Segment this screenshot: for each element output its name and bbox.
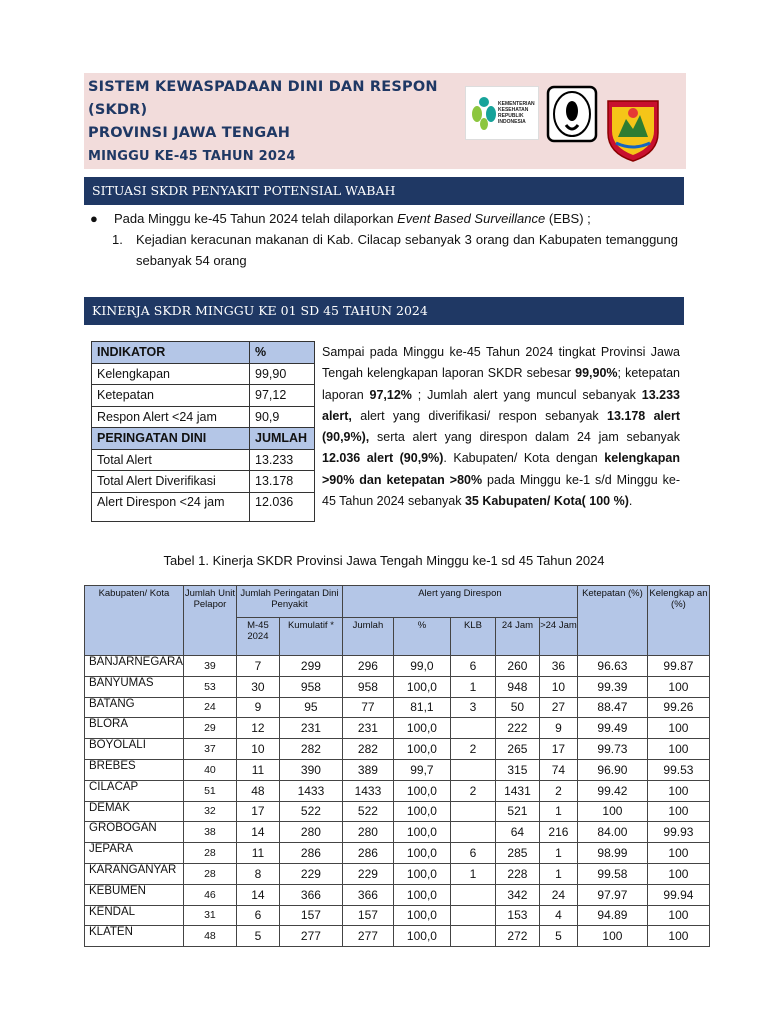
table-cell: 229 — [342, 863, 393, 884]
table-cell: 27 — [539, 697, 577, 718]
table-cell: 260 — [495, 656, 539, 677]
table-cell: 98.99 — [577, 843, 647, 864]
header-title-line4: MINGGU KE-45 TAHUN 2024 — [88, 149, 296, 164]
table-cell: 100 — [647, 801, 709, 822]
table-cell: 1431 — [495, 780, 539, 801]
table-cell: 64 — [495, 822, 539, 843]
table-cell: 10 — [539, 676, 577, 697]
table-cell: 522 — [342, 801, 393, 822]
col-peringatan: Jumlah Peringatan Dini Penyakit — [236, 586, 342, 618]
table-cell — [450, 884, 495, 905]
kemenkes-leaf-icon — [469, 94, 499, 134]
table-cell — [450, 759, 495, 780]
table-cell: 315 — [495, 759, 539, 780]
col-jumlah-unit: Jumlah Unit Pelapor — [183, 586, 236, 656]
table-cell: GROBOGAN — [85, 822, 184, 843]
table-cell: 32 — [183, 801, 236, 822]
table-cell: 3 — [450, 697, 495, 718]
table-row — [85, 759, 710, 780]
table-cell: 299 — [279, 656, 342, 677]
table-cell: 81,1 — [393, 697, 450, 718]
table-cell: 6 — [450, 656, 495, 677]
table-cell: KEBUMEN — [85, 884, 184, 905]
table-cell: 100 — [647, 718, 709, 739]
item-number: 1. — [112, 232, 123, 247]
kemenkes-logo-text: KEMENTERIAN KESEHATAN REPUBLIK INDONESIA — [498, 101, 535, 125]
table-cell: BREBES — [85, 759, 184, 780]
table-cell: 286 — [342, 843, 393, 864]
table-cell: BANYUMAS — [85, 676, 184, 697]
table-cell: 948 — [495, 676, 539, 697]
col-ketepatan: Ketepatan (%) — [577, 586, 647, 656]
table-cell: 100 — [647, 676, 709, 697]
table-cell: 100 — [647, 905, 709, 926]
table-cell: 29 — [183, 718, 236, 739]
header-title-line3: PROVINSI JAWA TENGAH — [88, 125, 291, 141]
table-cell: 277 — [279, 926, 342, 947]
table-cell: BLORA — [85, 718, 184, 739]
table-caption: Tabel 1. Kinerja SKDR Provinsi Jawa Tengah Minggu ke-1 sd 45 Tahun 2024 — [163, 553, 605, 568]
table-cell: 389 — [342, 759, 393, 780]
table-cell: 5 — [539, 926, 577, 947]
table-body — [85, 656, 710, 947]
table-cell: 280 — [279, 822, 342, 843]
table-cell: 229 — [279, 863, 342, 884]
table-cell: BOYOLALI — [85, 739, 184, 760]
table-cell: 100 — [647, 780, 709, 801]
col-pct: % — [393, 617, 450, 655]
table-cell: 1 — [450, 676, 495, 697]
col-kab: Kabupaten/ Kota — [85, 586, 184, 656]
table-cell: 99.42 — [577, 780, 647, 801]
table-row — [85, 739, 710, 760]
table-cell: 7 — [236, 656, 279, 677]
table-cell: 153 — [495, 905, 539, 926]
table-row — [85, 780, 710, 801]
table-header-row-1 — [85, 586, 710, 618]
table-cell: 522 — [279, 801, 342, 822]
table-cell: 99.26 — [647, 697, 709, 718]
table-cell: 9 — [236, 697, 279, 718]
table-cell: 100,0 — [393, 780, 450, 801]
table-cell — [450, 822, 495, 843]
table-cell: KARANGANYAR — [85, 863, 184, 884]
table-cell: 9 — [539, 718, 577, 739]
table-row — [85, 884, 710, 905]
table-cell: 14 — [236, 822, 279, 843]
table-cell: 2 — [450, 739, 495, 760]
table-cell: 521 — [495, 801, 539, 822]
table-row — [85, 697, 710, 718]
table-cell: 100,0 — [393, 801, 450, 822]
table-cell: 11 — [236, 843, 279, 864]
table-cell: 958 — [279, 676, 342, 697]
kemenkes-logo — [465, 86, 539, 140]
section-situasi-title: SITUASI SKDR PENYAKIT POTENSIAL WABAH — [84, 177, 684, 205]
header-title-line1: SISTEM KEWASPADAAN DINI DAN RESPON — [88, 79, 438, 95]
table-cell: 366 — [342, 884, 393, 905]
table-cell: 24 — [183, 697, 236, 718]
table-cell: 99,7 — [393, 759, 450, 780]
table-cell: 342 — [495, 884, 539, 905]
table-row — [85, 656, 710, 677]
table-cell: 95 — [279, 697, 342, 718]
table-cell: 6 — [450, 843, 495, 864]
table-cell: 46 — [183, 884, 236, 905]
table-cell: 2 — [539, 780, 577, 801]
col-kelengkapan: Kelengkap an (%) — [647, 586, 709, 656]
table-cell: 36 — [539, 656, 577, 677]
table-row — [85, 905, 710, 926]
item-text: Kejadian keracunan makanan di Kab. Cilacap sebanyak 3 orang dan Kabupaten temanggung sebanyak 54 orang — [136, 232, 678, 268]
table-row — [85, 801, 710, 822]
table-cell: 97.97 — [577, 884, 647, 905]
table-cell: 99,0 — [393, 656, 450, 677]
table-cell: 100,0 — [393, 843, 450, 864]
table-cell: 265 — [495, 739, 539, 760]
col-24jam: 24 Jam — [495, 617, 539, 655]
table-cell: 99.53 — [647, 759, 709, 780]
table-cell: 99.93 — [647, 822, 709, 843]
table-cell: KLATEN — [85, 926, 184, 947]
table-row — [85, 863, 710, 884]
table-cell: 37 — [183, 739, 236, 760]
table-cell — [450, 801, 495, 822]
table-cell: 48 — [183, 926, 236, 947]
table-cell: 100 — [577, 926, 647, 947]
report-header — [84, 73, 686, 169]
table-cell: 31 — [183, 905, 236, 926]
table-cell: 99.73 — [577, 739, 647, 760]
table-cell: 96.90 — [577, 759, 647, 780]
table-cell: 100 — [647, 739, 709, 760]
table-cell — [450, 926, 495, 947]
col-gt24jam: >24 Jam — [539, 617, 577, 655]
table-cell: 99.58 — [577, 863, 647, 884]
table-cell: 958 — [342, 676, 393, 697]
table-cell: 100,0 — [393, 822, 450, 843]
bakti-husada-logo-icon — [546, 85, 598, 143]
table-cell: 100,0 — [393, 739, 450, 760]
table-cell: 99.49 — [577, 718, 647, 739]
table-cell: 11 — [236, 759, 279, 780]
indicator-header-row: INDIKATOR % — [92, 342, 315, 364]
col-jumlah: Jumlah — [342, 617, 393, 655]
table-row — [85, 822, 710, 843]
table-cell: 282 — [342, 739, 393, 760]
peringatan-row: Total Alert 13.233 — [92, 449, 315, 471]
table-cell: 28 — [183, 843, 236, 864]
table-cell: 366 — [279, 884, 342, 905]
table-cell: 272 — [495, 926, 539, 947]
table-cell: 100,0 — [393, 718, 450, 739]
table-cell: 53 — [183, 676, 236, 697]
header-title-line2: (SKDR) — [88, 102, 148, 118]
table-cell: 74 — [539, 759, 577, 780]
indicator-row: Ketepatan 97,12 — [92, 385, 315, 407]
col-alert-direspon: Alert yang Direspon — [342, 586, 577, 618]
table-cell: 39 — [183, 656, 236, 677]
table-cell: 6 — [236, 905, 279, 926]
table-cell: 100,0 — [393, 905, 450, 926]
indicator-row: Respon Alert <24 jam 90,9 — [92, 406, 315, 428]
kinerja-table — [84, 585, 710, 947]
table-cell: 100,0 — [393, 884, 450, 905]
table-cell: CILACAP — [85, 780, 184, 801]
table-cell: 100,0 — [393, 926, 450, 947]
peringatan-row: Alert Direspon <24 jam 12.036 — [92, 492, 315, 521]
table-cell: 100 — [647, 843, 709, 864]
table-cell: 99.94 — [647, 884, 709, 905]
peringatan-header-row: PERINGATAN DINI JUMLAH — [92, 428, 315, 450]
kinerja-paragraph: Sampai pada Minggu ke-45 Tahun 2024 tingkat Provinsi Jawa Tengah kelengkapan laporan SKDR sebesar 99,90%; ketepatan laporan 97,12% ; Jumlah alert yang muncul sebanyak 13.233 alert, alert yang diverifikasi/ respon sebanyak 13.178 alert (90,9%), serta alert yang direspon dalam 24 jam sebanyak 12.036 alert (90,9%). Kabupaten/ Kota dengan kelengkapan >90% dan ketepatan >80% pada Minggu ke-1 s/d Minggu ke-45 Tahun 2024 sebanyak 35 Kabupaten/ Kota( 100 %). — [322, 345, 681, 509]
table-cell: 99.87 — [647, 656, 709, 677]
table-cell: 8 — [236, 863, 279, 884]
peringatan-row: Total Alert Diverifikasi 13.178 — [92, 471, 315, 493]
table-cell: 77 — [342, 697, 393, 718]
table-cell: 1433 — [279, 780, 342, 801]
table-cell: 1433 — [342, 780, 393, 801]
table-cell: 24 — [539, 884, 577, 905]
table-cell: 99.39 — [577, 676, 647, 697]
ebs-bullet-text: Pada Minggu ke-45 Tahun 2024 telah dilaporkan Event Based Surveillance (EBS) ; — [114, 211, 591, 226]
table-cell: 390 — [279, 759, 342, 780]
table-row — [85, 718, 710, 739]
table-cell: DEMAK — [85, 801, 184, 822]
table-cell — [450, 718, 495, 739]
table-cell: KENDAL — [85, 905, 184, 926]
header-titles — [88, 76, 438, 168]
col-klb: KLB — [450, 617, 495, 655]
table-cell — [450, 905, 495, 926]
table-cell: 1 — [539, 801, 577, 822]
table-cell: 94.89 — [577, 905, 647, 926]
table-cell: 100,0 — [393, 676, 450, 697]
table-row — [85, 843, 710, 864]
table-cell: 50 — [495, 697, 539, 718]
table-cell: JEPARA — [85, 843, 184, 864]
table-cell: 100 — [647, 926, 709, 947]
table-cell: 88.47 — [577, 697, 647, 718]
table-cell: 1 — [539, 843, 577, 864]
table-cell: 100 — [647, 863, 709, 884]
col-kumulatif: Kumulatif * — [279, 617, 342, 655]
table-cell: 100,0 — [393, 863, 450, 884]
table-cell: 51 — [183, 780, 236, 801]
table-cell: 2 — [450, 780, 495, 801]
table-cell: 216 — [539, 822, 577, 843]
table-row — [85, 926, 710, 947]
table-cell: 14 — [236, 884, 279, 905]
table-cell: 84.00 — [577, 822, 647, 843]
table-cell: 231 — [342, 718, 393, 739]
table-cell: 40 — [183, 759, 236, 780]
table-cell: 28 — [183, 863, 236, 884]
table-cell: 228 — [495, 863, 539, 884]
indicator-table — [91, 341, 315, 522]
table-cell: BANJARNEGARA — [85, 656, 184, 677]
table-cell: 100 — [577, 801, 647, 822]
table-cell: 282 — [279, 739, 342, 760]
table-cell: 277 — [342, 926, 393, 947]
table-cell: BATANG — [85, 697, 184, 718]
table-cell: 17 — [236, 801, 279, 822]
indicator-row: Kelengkapan 99,90 — [92, 363, 315, 385]
table-cell: 231 — [279, 718, 342, 739]
table-cell: 48 — [236, 780, 279, 801]
col-m45: M-45 2024 — [236, 617, 279, 655]
table-cell: 5 — [236, 926, 279, 947]
table-cell: 4 — [539, 905, 577, 926]
table-cell: 285 — [495, 843, 539, 864]
jateng-emblem-icon — [604, 93, 662, 163]
table-cell: 1 — [450, 863, 495, 884]
table-cell: 10 — [236, 739, 279, 760]
table-cell: 222 — [495, 718, 539, 739]
table-cell: 17 — [539, 739, 577, 760]
table-cell: 1 — [539, 863, 577, 884]
table-cell: 96.63 — [577, 656, 647, 677]
table-cell: 296 — [342, 656, 393, 677]
table-cell: 280 — [342, 822, 393, 843]
bullet-dot-icon: ● — [90, 211, 98, 226]
section-kinerja-title: KINERJA SKDR MINGGU KE 01 SD 45 TAHUN 2024 — [84, 297, 684, 325]
table-cell: 12 — [236, 718, 279, 739]
table-cell: 157 — [342, 905, 393, 926]
table-cell: 157 — [279, 905, 342, 926]
table-cell: 38 — [183, 822, 236, 843]
table-cell: 286 — [279, 843, 342, 864]
table-cell: 30 — [236, 676, 279, 697]
table-row — [85, 676, 710, 697]
